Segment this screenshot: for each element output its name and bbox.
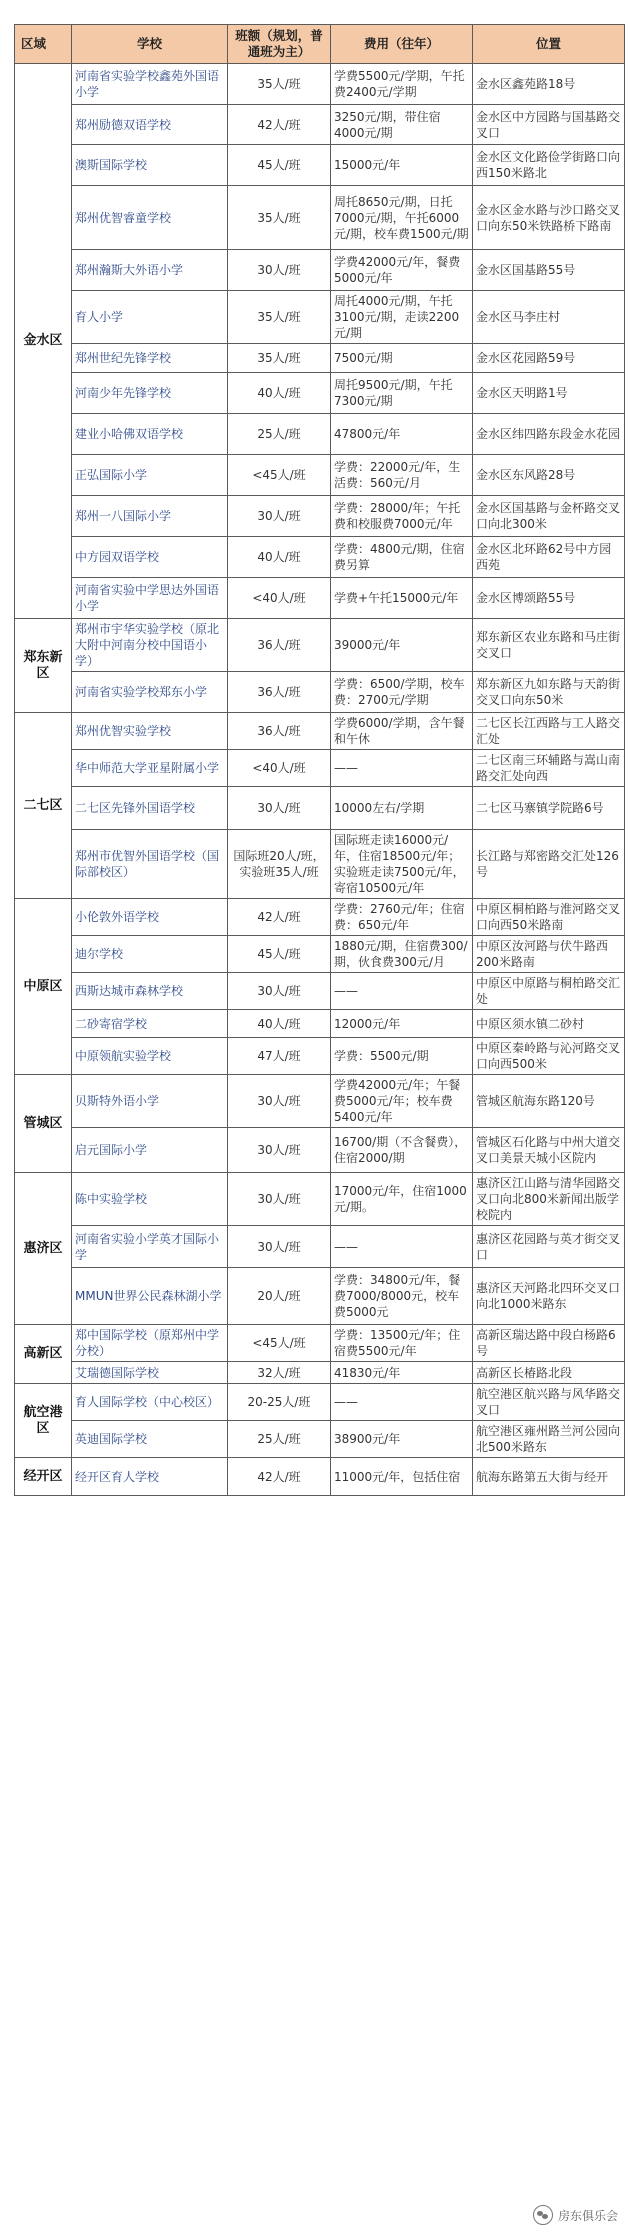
location-cell: 金水区花园路59号 xyxy=(473,344,625,373)
fee-cell: —— xyxy=(331,1384,473,1421)
table-row xyxy=(15,145,625,186)
fee-cell: 7500元/期 xyxy=(331,344,473,373)
district-cell: 郑东新区 xyxy=(15,619,72,713)
location-cell: 管城区石化路与中州大道交叉口美景天城小区院内 xyxy=(473,1128,625,1173)
table-row xyxy=(15,672,625,713)
school-cell: 澳斯国际学校 xyxy=(72,145,228,186)
location-cell: 航海东路第五大街与经开 xyxy=(473,1458,625,1496)
district-cell: 中原区 xyxy=(15,899,72,1075)
school-cell: 小伦敦外语学校 xyxy=(72,899,228,936)
district-cell: 二七区 xyxy=(15,713,72,899)
fee-cell: 学费：4800元/期，住宿费另算 xyxy=(331,537,473,578)
fee-cell: —— xyxy=(331,750,473,787)
fee-cell: 41830元/年 xyxy=(331,1362,473,1384)
school-cell: 河南省实验学校鑫苑外国语小学 xyxy=(72,64,228,105)
fee-cell: 国际班走读16000元/年，住宿18500元/年；实验班走读7500元/年，寄宿10500元/年 xyxy=(331,830,473,899)
location-cell: 金水区天明路1号 xyxy=(473,373,625,414)
table-row xyxy=(15,373,625,414)
fee-cell: —— xyxy=(331,973,473,1010)
fee-cell: 学费42000元/年；午餐费5000元/年；校车费5400元/年 xyxy=(331,1075,473,1128)
location-cell: 中原区汝河路与伏牛路西200米路南 xyxy=(473,936,625,973)
table-row xyxy=(15,1128,625,1173)
district-cell: 航空港区 xyxy=(15,1384,72,1458)
district-cell: 金水区 xyxy=(15,64,72,619)
location-cell: 郑东新区九如东路与天韵街交叉口向东50米 xyxy=(473,672,625,713)
class-size-cell: <45人/班 xyxy=(228,455,331,496)
table-row xyxy=(15,1362,625,1384)
class-size-cell: 35人/班 xyxy=(228,291,331,344)
location-cell: 航空港区航兴路与风华路交叉口 xyxy=(473,1384,625,1421)
fee-cell: 学费：6500/学期，校车费：2700元/学期 xyxy=(331,672,473,713)
class-size-cell: 30人/班 xyxy=(228,250,331,291)
location-cell: 惠济区天河路北四环交叉口向北1000米路东 xyxy=(473,1268,625,1325)
location-cell: 金水区中方园路与国基路交叉口 xyxy=(473,105,625,145)
table-row xyxy=(15,1038,625,1075)
school-cell: 陈中实验学校 xyxy=(72,1173,228,1226)
table-row xyxy=(15,713,625,750)
school-cell: 郑州市宇华实验学校（原北大附中河南分校中国语小学） xyxy=(72,619,228,672)
location-cell: 惠济区花园路与英才街交叉口 xyxy=(473,1226,625,1268)
fee-cell: 学费：13500元/年；住宿费5500元/年 xyxy=(331,1325,473,1362)
class-size-cell: 47人/班 xyxy=(228,1038,331,1075)
fee-cell: 学费6000/学期，含午餐和午休 xyxy=(331,713,473,750)
fee-cell: 38900元/年 xyxy=(331,1421,473,1458)
fee-cell: 16700/期（不含餐费），住宿2000/期 xyxy=(331,1128,473,1173)
location-cell: 长江路与郑密路交汇处126号 xyxy=(473,830,625,899)
class-size-cell: 国际班20人/班，实验班35人/班 xyxy=(228,830,331,899)
table-row xyxy=(15,537,625,578)
district-cell: 惠济区 xyxy=(15,1173,72,1325)
location-cell: 金水区文化路俭学街路口向西150米路北 xyxy=(473,145,625,186)
table-row xyxy=(15,414,625,455)
fee-cell: 学费：28000/年；午托费和校服费7000元/年 xyxy=(331,496,473,537)
school-cell: 河南少年先锋学校 xyxy=(72,373,228,414)
table-row xyxy=(15,787,625,830)
district-cell: 高新区 xyxy=(15,1325,72,1384)
school-cell: 正弘国际小学 xyxy=(72,455,228,496)
location-cell: 金水区国基路55号 xyxy=(473,250,625,291)
watermark xyxy=(533,2205,618,2225)
school-cell: 经开区育人学校 xyxy=(72,1458,228,1496)
table-row xyxy=(15,1268,625,1325)
fee-cell: 47800元/年 xyxy=(331,414,473,455)
school-cell: 贝斯特外语小学 xyxy=(72,1075,228,1128)
class-size-cell: 25人/班 xyxy=(228,1421,331,1458)
table-row xyxy=(15,344,625,373)
school-cell: 河南省实验中学思达外国语小学 xyxy=(72,578,228,619)
school-cell: 郑州市优智外国语学校（国际部校区） xyxy=(72,830,228,899)
school-cell: 育人国际学校（中心校区） xyxy=(72,1384,228,1421)
table-row xyxy=(15,1010,625,1038)
fee-cell: 1880元/期，住宿费300/期，伙食费300元/月 xyxy=(331,936,473,973)
header-class-size: 班额（规划，普通班为主） xyxy=(228,25,331,64)
fee-cell: 12000元/年 xyxy=(331,1010,473,1038)
header-location: 位置 xyxy=(473,25,625,64)
fee-cell: 10000左右/学期 xyxy=(331,787,473,830)
fee-cell: 3250元/期，带住宿4000元/期 xyxy=(331,105,473,145)
class-size-cell: 30人/班 xyxy=(228,787,331,830)
class-size-cell: <45人/班 xyxy=(228,1325,331,1362)
table-row xyxy=(15,830,625,899)
table-row xyxy=(15,186,625,250)
class-size-cell: 32人/班 xyxy=(228,1362,331,1384)
table-row xyxy=(15,1226,625,1268)
class-size-cell: 30人/班 xyxy=(228,1173,331,1226)
table-row xyxy=(15,496,625,537)
fee-cell: 周托8650元/期，日托7000元/期，午托6000元/期，校车费1500元/期 xyxy=(331,186,473,250)
location-cell: 二七区南三环辅路与嵩山南路交汇处向西 xyxy=(473,750,625,787)
table-row xyxy=(15,1325,625,1362)
class-size-cell: 36人/班 xyxy=(228,713,331,750)
class-size-cell: 40人/班 xyxy=(228,373,331,414)
school-cell: 郑州世纪先锋学校 xyxy=(72,344,228,373)
table-row xyxy=(15,973,625,1010)
school-cell: 郑州励德双语学校 xyxy=(72,105,228,145)
class-size-cell: 25人/班 xyxy=(228,414,331,455)
class-size-cell: 35人/班 xyxy=(228,186,331,250)
school-cell: 英迪国际学校 xyxy=(72,1421,228,1458)
class-size-cell: <40人/班 xyxy=(228,750,331,787)
class-size-cell: 35人/班 xyxy=(228,344,331,373)
fee-cell: 学费42000元/年，餐费5000元/年 xyxy=(331,250,473,291)
header-district: 区域 xyxy=(15,25,72,64)
location-cell: 金水区金水路与沙口路交叉口向东50米铁路桥下路南 xyxy=(473,186,625,250)
school-table xyxy=(14,24,625,1496)
location-cell: 管城区航海东路120号 xyxy=(473,1075,625,1128)
school-cell: 中方园双语学校 xyxy=(72,537,228,578)
fee-cell: 学费+午托15000元/年 xyxy=(331,578,473,619)
location-cell: 航空港区雍州路兰河公园向北500米路东 xyxy=(473,1421,625,1458)
class-size-cell: 40人/班 xyxy=(228,537,331,578)
school-cell: 郑州瀚斯大外语小学 xyxy=(72,250,228,291)
location-cell: 金水区鑫苑路18号 xyxy=(473,64,625,105)
location-cell: 二七区长江西路与工人路交汇处 xyxy=(473,713,625,750)
location-cell: 高新区长椿路北段 xyxy=(473,1362,625,1384)
class-size-cell: 42人/班 xyxy=(228,105,331,145)
school-cell: 中原领航实验学校 xyxy=(72,1038,228,1075)
fee-cell: 学费：34800元/年，餐费7000/8000元，校车费5000元 xyxy=(331,1268,473,1325)
fee-cell: 11000元/年，包括住宿 xyxy=(331,1458,473,1496)
class-size-cell: 42人/班 xyxy=(228,1458,331,1496)
class-size-cell: 30人/班 xyxy=(228,1226,331,1268)
table-row xyxy=(15,578,625,619)
school-cell: 建业小哈佛双语学校 xyxy=(72,414,228,455)
class-size-cell: 20-25人/班 xyxy=(228,1384,331,1421)
school-cell: 华中师范大学亚星附属小学 xyxy=(72,750,228,787)
school-cell: 郑州优智实验学校 xyxy=(72,713,228,750)
fee-cell: 学费：22000元/年，生活费：560元/月 xyxy=(331,455,473,496)
fee-cell: 学费：2760元/年；住宿费：650元/年 xyxy=(331,899,473,936)
table-row xyxy=(15,250,625,291)
table-row xyxy=(15,64,625,105)
fee-cell: 学费：5500元/期 xyxy=(331,1038,473,1075)
header-school: 学校 xyxy=(72,25,228,64)
school-cell: 河南省实验学校郑东小学 xyxy=(72,672,228,713)
location-cell: 金水区国基路与金杯路交叉口向北300米 xyxy=(473,496,625,537)
location-cell: 金水区北环路62号中方园西苑 xyxy=(473,537,625,578)
table-row xyxy=(15,936,625,973)
school-cell: 河南省实验小学英才国际小学 xyxy=(72,1226,228,1268)
location-cell: 中原区须水镇二砂村 xyxy=(473,1010,625,1038)
header-fee: 费用（往年） xyxy=(331,25,473,64)
location-cell: 高新区瑞达路中段白杨路6号 xyxy=(473,1325,625,1362)
fee-cell: 15000元/年 xyxy=(331,145,473,186)
wechat-icon xyxy=(533,2205,553,2225)
class-size-cell: 42人/班 xyxy=(228,899,331,936)
class-size-cell: 45人/班 xyxy=(228,145,331,186)
location-cell: 中原区中原路与桐柏路交汇处 xyxy=(473,973,625,1010)
fee-cell: 17000元/年，住宿1000元/期。 xyxy=(331,1173,473,1226)
fee-cell: 学费5500元/学期，午托费2400元/学期 xyxy=(331,64,473,105)
class-size-cell: 36人/班 xyxy=(228,619,331,672)
class-size-cell: 40人/班 xyxy=(228,1010,331,1038)
school-cell: 启元国际小学 xyxy=(72,1128,228,1173)
location-cell: 金水区博颂路55号 xyxy=(473,578,625,619)
table-row xyxy=(15,105,625,145)
class-size-cell: 30人/班 xyxy=(228,1128,331,1173)
location-cell: 金水区东风路28号 xyxy=(473,455,625,496)
table-row xyxy=(15,1421,625,1458)
school-cell: 育人小学 xyxy=(72,291,228,344)
class-size-cell: 45人/班 xyxy=(228,936,331,973)
fee-cell: 周托4000元/期，午托3100元/期，走读2200元/期 xyxy=(331,291,473,344)
class-size-cell: 30人/班 xyxy=(228,973,331,1010)
district-cell: 经开区 xyxy=(15,1458,72,1496)
school-cell: 二七区先锋外国语学校 xyxy=(72,787,228,830)
class-size-cell: 30人/班 xyxy=(228,1075,331,1128)
fee-cell: 周托9500元/期，午托7300元/期 xyxy=(331,373,473,414)
class-size-cell: 30人/班 xyxy=(228,496,331,537)
school-cell: 西斯达城市森林学校 xyxy=(72,973,228,1010)
table-body xyxy=(15,64,625,1496)
fee-cell: —— xyxy=(331,1226,473,1268)
district-cell: 管城区 xyxy=(15,1075,72,1173)
location-cell: 金水区马李庄村 xyxy=(473,291,625,344)
location-cell: 二七区马寨镇学院路6号 xyxy=(473,787,625,830)
location-cell: 中原区秦岭路与沁河路交叉口向西500米 xyxy=(473,1038,625,1075)
table-row xyxy=(15,455,625,496)
location-cell: 金水区纬四路东段金水花园 xyxy=(473,414,625,455)
table-row xyxy=(15,1458,625,1496)
school-cell: MMUN世界公民森林湖小学 xyxy=(72,1268,228,1325)
class-size-cell: 20人/班 xyxy=(228,1268,331,1325)
table-row xyxy=(15,1075,625,1128)
table-row xyxy=(15,1384,625,1421)
school-cell: 郑中国际学校（原郑州中学分校） xyxy=(72,1325,228,1362)
table-row xyxy=(15,899,625,936)
location-cell: 惠济区江山路与清华园路交叉口向北800米新闻出版学校院内 xyxy=(473,1173,625,1226)
location-cell: 中原区桐柏路与淮河路交叉口向西50米路南 xyxy=(473,899,625,936)
table-row xyxy=(15,619,625,672)
class-size-cell: 35人/班 xyxy=(228,64,331,105)
table-row xyxy=(15,291,625,344)
table-row xyxy=(15,750,625,787)
header-row xyxy=(15,25,625,64)
school-cell: 迪尔学校 xyxy=(72,936,228,973)
table-row xyxy=(15,1173,625,1226)
school-cell: 郑州一八国际小学 xyxy=(72,496,228,537)
school-cell: 郑州优智睿童学校 xyxy=(72,186,228,250)
class-size-cell: <40人/班 xyxy=(228,578,331,619)
class-size-cell: 36人/班 xyxy=(228,672,331,713)
school-cell: 二砂寄宿学校 xyxy=(72,1010,228,1038)
location-cell: 郑东新区农业东路和马庄街交叉口 xyxy=(473,619,625,672)
school-cell: 艾瑞德国际学校 xyxy=(72,1362,228,1384)
watermark-text: 房东俱乐会 xyxy=(557,2208,618,2223)
fee-cell: 39000元/年 xyxy=(331,619,473,672)
